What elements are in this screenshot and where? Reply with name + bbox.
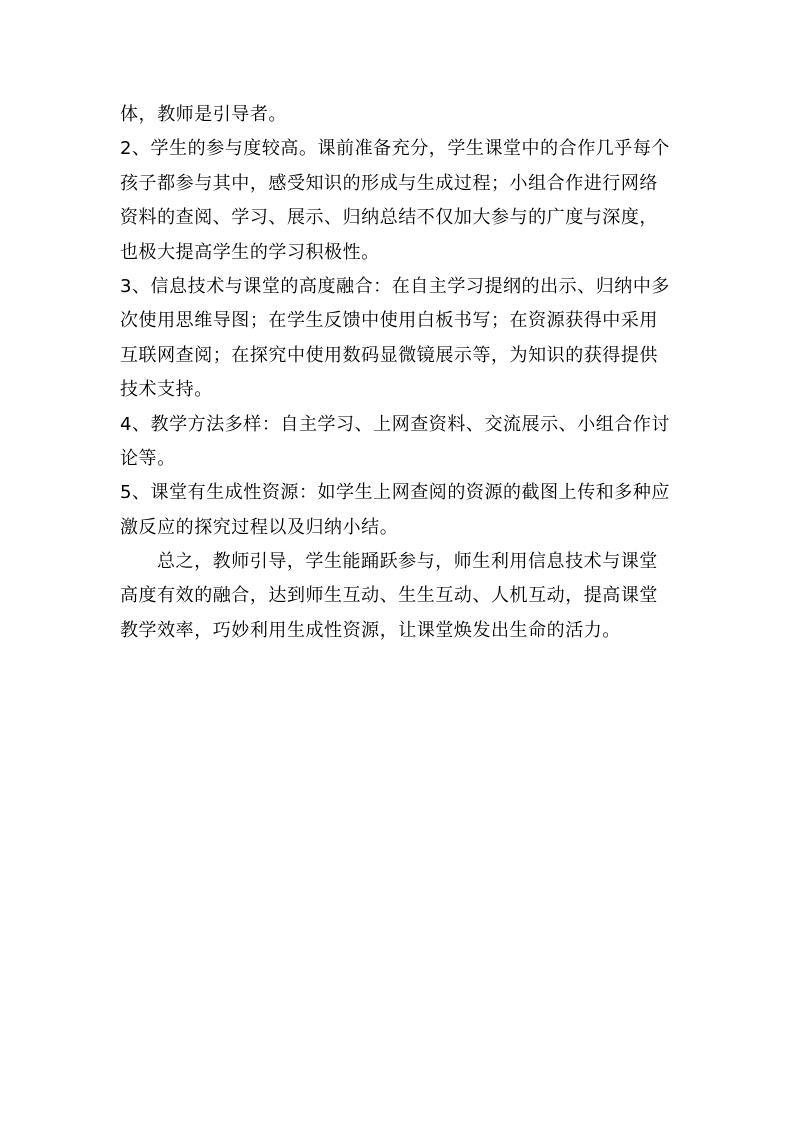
text-line: 次使用思维导图；在学生反馈中使用白板书写；在资源获得中采用 [120,310,658,332]
text-line: 总之，教师引导，学生能踊跃参与，师生利用信息技术与课堂 [157,551,658,573]
text-line: 体，教师是引导者。 [120,104,287,125]
text-line: 高度有效的融合，达到师生互动、生生互动、人机互动，提高课堂 [120,585,658,607]
document-body [120,98,680,648]
text-line: 2、学生的参与度较高。课前准备充分，学生课堂中的合作几乎每个 [120,138,670,160]
text-line: 3、信息技术与课堂的高度融合：在自主学习提纲的出示、归纳中多 [120,275,670,297]
text-line: 也极大提高学生的学习积极性。 [120,241,380,263]
text-line: 资料的查阅、学习、展示、归纳总结不仅加大参与的广度与深度， [120,207,658,229]
text-line: 论等。 [120,447,176,469]
text-line: 4、教学方法多样：自主学习、上网查资料、交流展示、小组合作讨 [120,413,670,435]
text-line: 技术支持。 [120,379,213,401]
text-line: 孩子都参与其中，感受知识的形成与生成过程；小组合作进行网络 [120,172,658,194]
text-line: 激反应的探究过程以及归纳小结。 [120,516,399,538]
text-line: 互联网查阅；在探究中使用数码显微镜展示等，为知识的获得提供 [120,344,658,366]
text-line: 5、课堂有生成性资源：如学生上网查阅的资源的截图上传和多种应 [120,482,670,504]
text-line: 教学效率，巧妙利用生成性资源，让课堂焕发出生命的活力。 [120,619,621,641]
